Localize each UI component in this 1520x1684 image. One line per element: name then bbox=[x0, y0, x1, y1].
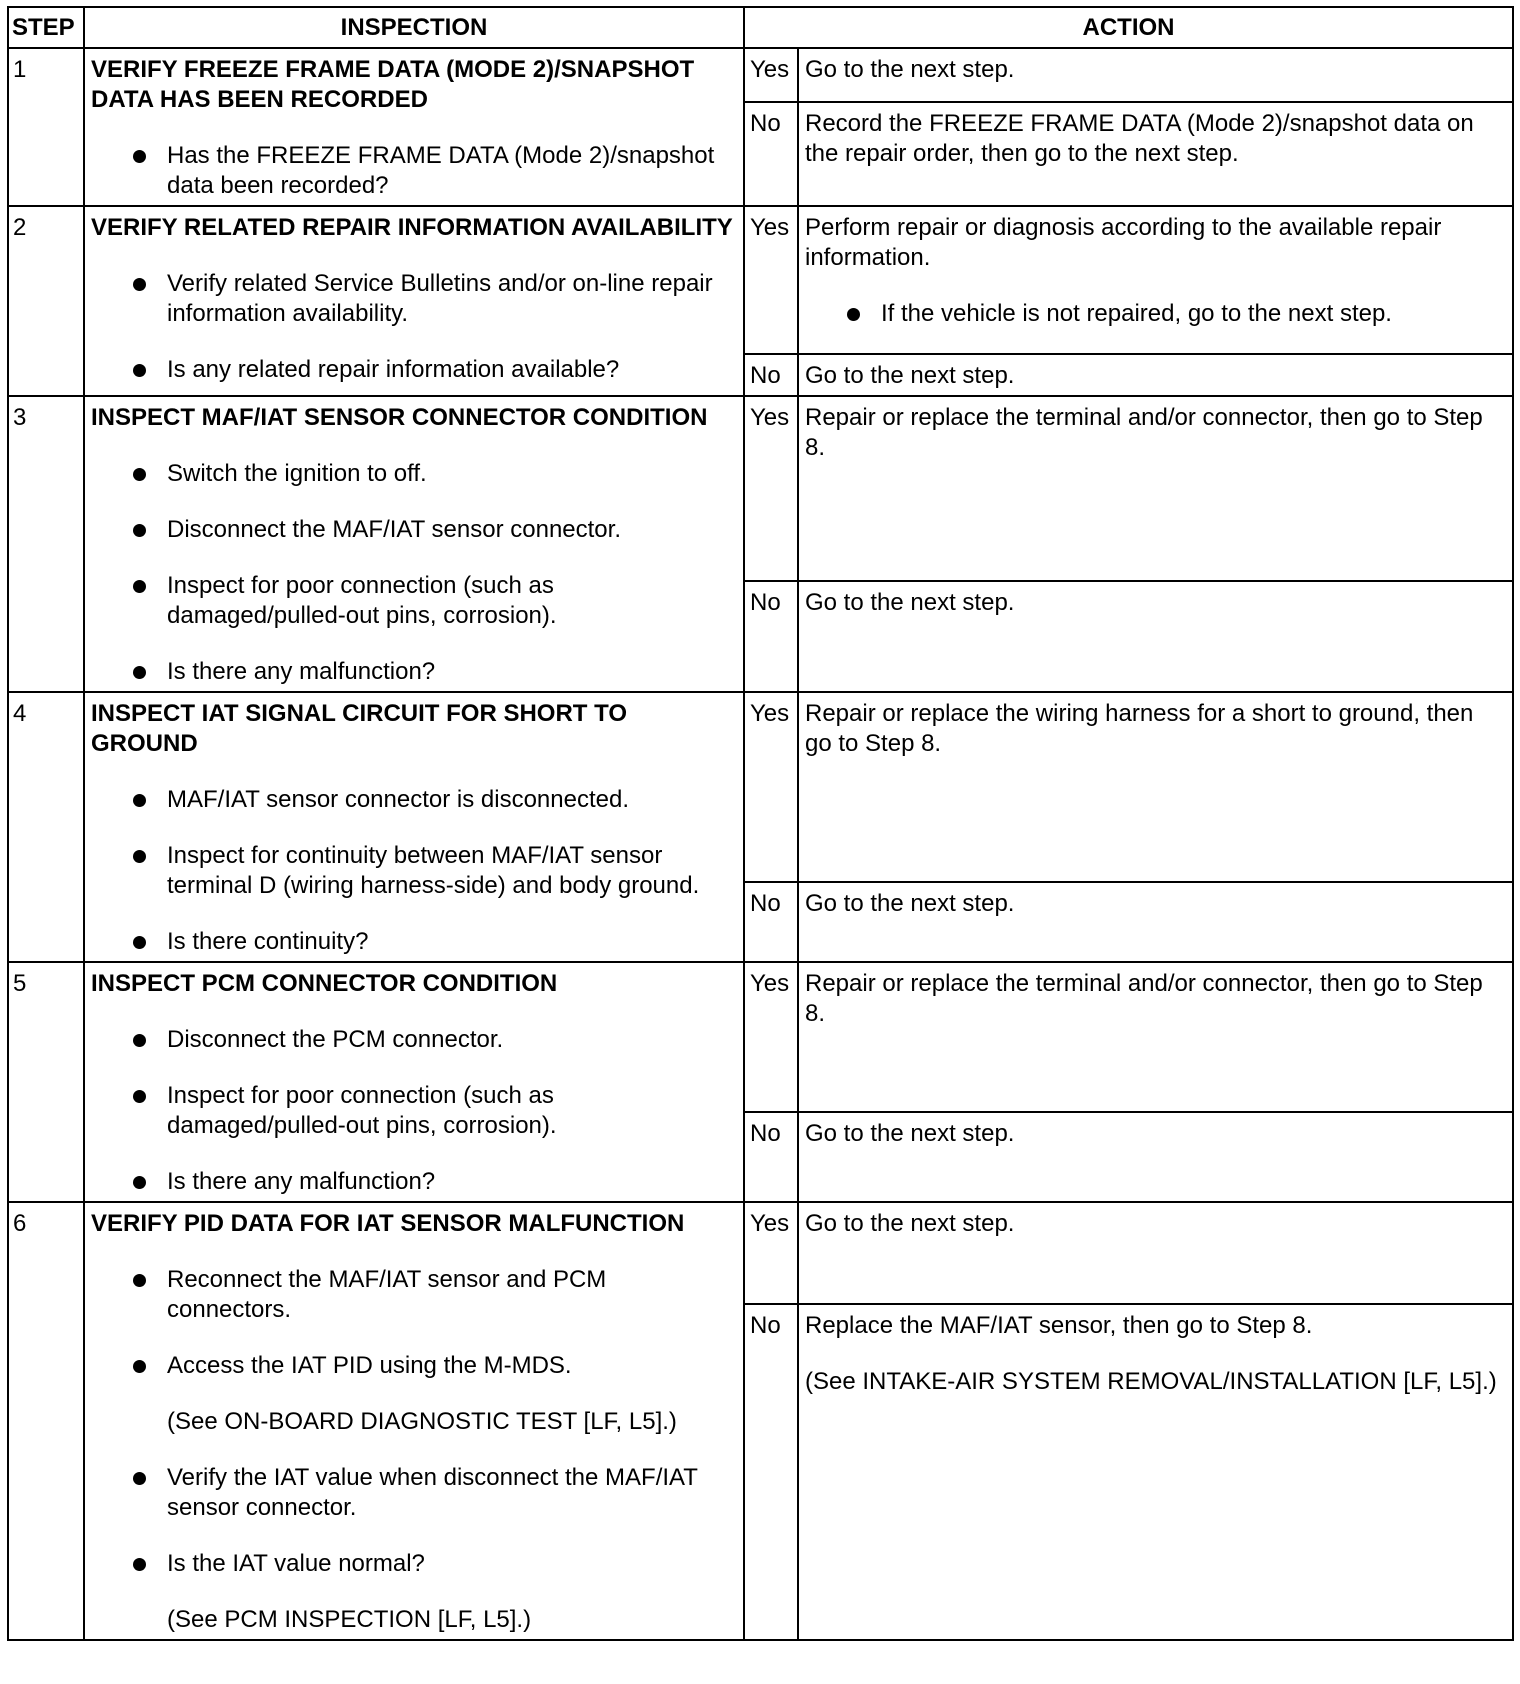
bullet-icon bbox=[133, 1090, 146, 1103]
bullet-icon bbox=[133, 364, 146, 377]
step-number: 2 bbox=[8, 206, 84, 396]
bullet-icon bbox=[133, 1360, 146, 1373]
inspection-cell bbox=[84, 692, 744, 962]
yes-action: Repair or replace the terminal and/or connector, then go to Step 8. bbox=[798, 396, 1513, 581]
inspection-cell bbox=[84, 48, 744, 206]
no-action: Record the FREEZE FRAME DATA (Mode 2)/snapshot data on the repair order, then go to the next step. bbox=[798, 102, 1513, 206]
action-header: ACTION bbox=[744, 7, 1513, 48]
bullet-icon bbox=[133, 794, 146, 807]
no-label: No bbox=[744, 354, 798, 396]
inspection-note: (See ON-BOARD DIAGNOSTIC TEST [LF, L5].) bbox=[167, 1408, 677, 1435]
inspection-item: Is there any malfunction? bbox=[91, 657, 737, 687]
inspection-title: VERIFY RELATED REPAIR INFORMATION AVAILABILITY bbox=[91, 214, 733, 241]
inspection-cell bbox=[84, 962, 744, 1202]
table-header-row bbox=[8, 7, 1513, 48]
diagnostic-table-container bbox=[7, 6, 1514, 1641]
inspection-cell bbox=[84, 396, 744, 692]
yes-action: Repair or replace the terminal and/or connector, then go to Step 8. bbox=[798, 962, 1513, 1112]
bullet-icon bbox=[133, 524, 146, 537]
bullet-icon bbox=[133, 1472, 146, 1485]
inspection-header: INSPECTION bbox=[84, 7, 744, 48]
diagnostic-procedure-table bbox=[7, 6, 1514, 1641]
bullet-icon bbox=[133, 1176, 146, 1189]
yes-label: Yes bbox=[744, 692, 798, 882]
inspection-cell bbox=[84, 206, 744, 396]
inspection-note: (See PCM INSPECTION [LF, L5].) bbox=[167, 1606, 532, 1633]
yes-label: Yes bbox=[744, 1202, 798, 1304]
inspection-item: Verify the IAT value when disconnect the MAF/IAT sensor connector. bbox=[91, 1463, 737, 1523]
action-item: If the vehicle is not repaired, go to the next step. bbox=[805, 299, 1506, 329]
inspection-title: VERIFY PID DATA FOR IAT SENSOR MALFUNCTION bbox=[91, 1210, 685, 1237]
bullet-icon bbox=[133, 850, 146, 863]
inspection-title: INSPECT IAT SIGNAL CIRCUIT FOR SHORT TO GROUND bbox=[91, 700, 628, 757]
bullet-icon bbox=[133, 150, 146, 163]
bullet-icon bbox=[133, 1034, 146, 1047]
inspection-item: Disconnect the PCM connector. bbox=[91, 1025, 737, 1055]
step-number: 6 bbox=[8, 1202, 84, 1640]
no-action-note: (See INTAKE-AIR SYSTEM REMOVAL/INSTALLATION [LF, L5].) bbox=[805, 1368, 1497, 1395]
yes-action: Perform repair or diagnosis according to the available repair information. bbox=[805, 214, 1442, 271]
inspection-title: INSPECT MAF/IAT SENSOR CONNECTOR CONDITION bbox=[91, 404, 708, 431]
no-action: Go to the next step. bbox=[798, 581, 1513, 692]
inspection-item: Disconnect the MAF/IAT sensor connector. bbox=[91, 515, 737, 545]
inspection-item: Is there any malfunction? bbox=[91, 1167, 737, 1197]
bullet-icon bbox=[133, 936, 146, 949]
inspection-cell bbox=[84, 1202, 744, 1640]
yes-action: Repair or replace the wiring harness for a short to ground, then go to Step 8. bbox=[798, 692, 1513, 882]
inspection-item: Reconnect the MAF/IAT sensor and PCM connectors. bbox=[91, 1265, 737, 1325]
bullet-icon bbox=[847, 308, 860, 321]
inspection-item: Inspect for poor connection (such as damaged/pulled-out pins, corrosion). bbox=[91, 571, 737, 631]
step-number: 4 bbox=[8, 692, 84, 962]
no-action: Go to the next step. bbox=[798, 354, 1513, 396]
step-number: 5 bbox=[8, 962, 84, 1202]
table-row bbox=[8, 1202, 1513, 1304]
inspection-item: Switch the ignition to off. bbox=[91, 459, 737, 489]
table-row bbox=[8, 692, 1513, 882]
step-number: 1 bbox=[8, 48, 84, 206]
inspection-item: Has the FREEZE FRAME DATA (Mode 2)/snapshot data been recorded? bbox=[91, 141, 737, 201]
no-label: No bbox=[744, 882, 798, 962]
yes-label: Yes bbox=[744, 48, 798, 102]
inspection-item: Is there continuity? bbox=[91, 927, 737, 957]
inspection-title: INSPECT PCM CONNECTOR CONDITION bbox=[91, 970, 558, 997]
no-label: No bbox=[744, 1304, 798, 1640]
bullet-icon bbox=[133, 666, 146, 679]
inspection-item: Inspect for continuity between MAF/IAT sensor terminal D (wiring harness-side) and body ground. bbox=[91, 841, 737, 901]
no-action: Go to the next step. bbox=[798, 882, 1513, 962]
bullet-icon bbox=[133, 468, 146, 481]
no-label: No bbox=[744, 1112, 798, 1202]
inspection-item: Is the IAT value normal? bbox=[91, 1549, 737, 1579]
no-label: No bbox=[744, 581, 798, 692]
bullet-icon bbox=[133, 1558, 146, 1571]
table-row bbox=[8, 206, 1513, 354]
inspection-item: Verify related Service Bulletins and/or on-line repair information availability. bbox=[91, 269, 737, 329]
bullet-icon bbox=[133, 580, 146, 593]
no-action: Replace the MAF/IAT sensor, then go to Step 8. bbox=[805, 1312, 1313, 1339]
yes-label: Yes bbox=[744, 962, 798, 1112]
yes-action: Go to the next step. bbox=[798, 48, 1513, 102]
no-action: Go to the next step. bbox=[798, 1112, 1513, 1202]
inspection-item: MAF/IAT sensor connector is disconnected. bbox=[91, 785, 737, 815]
inspection-item: Inspect for poor connection (such as damaged/pulled-out pins, corrosion). bbox=[91, 1081, 737, 1141]
bullet-icon bbox=[133, 1274, 146, 1287]
inspection-item: Access the IAT PID using the M-MDS. bbox=[91, 1351, 737, 1381]
bullet-icon bbox=[133, 278, 146, 291]
table-row bbox=[8, 962, 1513, 1112]
table-row bbox=[8, 396, 1513, 581]
yes-label: Yes bbox=[744, 206, 798, 354]
step-number: 3 bbox=[8, 396, 84, 692]
yes-action-cell bbox=[798, 206, 1513, 354]
no-action-cell bbox=[798, 1304, 1513, 1640]
yes-action: Go to the next step. bbox=[798, 1202, 1513, 1304]
yes-label: Yes bbox=[744, 396, 798, 581]
step-header: STEP bbox=[8, 7, 84, 48]
no-label: No bbox=[744, 102, 798, 206]
table-row bbox=[8, 48, 1513, 102]
inspection-title: VERIFY FREEZE FRAME DATA (MODE 2)/SNAPSHOT DATA HAS BEEN RECORDED bbox=[91, 56, 695, 113]
inspection-item: Is any related repair information available? bbox=[91, 355, 737, 385]
